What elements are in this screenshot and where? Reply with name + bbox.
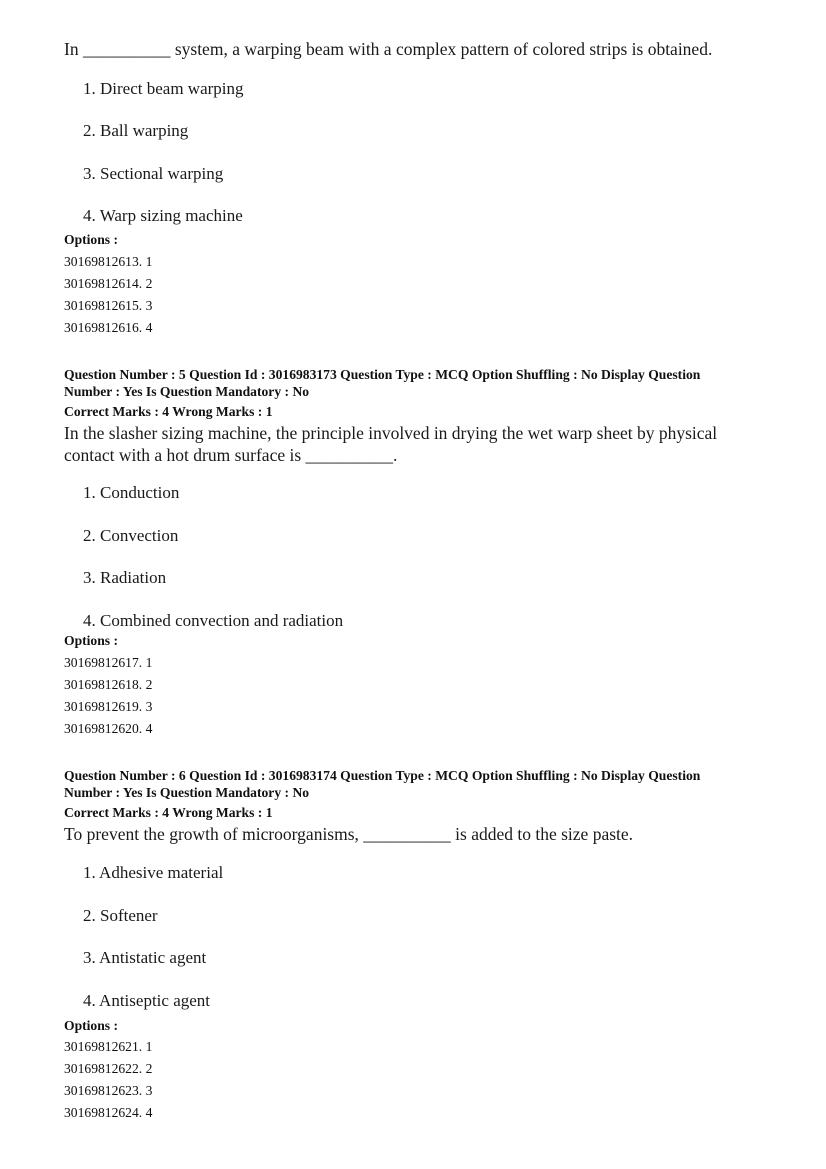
question-meta-line1: Question Number : 5 Question Id : 3016983173 Question Type : MCQ Option Shuffling : No Display Question	[64, 367, 701, 382]
question-meta-line2: Number : Yes Is Question Mandatory : No	[64, 785, 310, 800]
options-label: Options :	[64, 232, 119, 247]
choice-2: 2. Convection	[83, 526, 179, 545]
options-label: Options :	[64, 633, 119, 648]
question-marks: Correct Marks : 4 Wrong Marks : 1	[64, 805, 273, 820]
choice-4: 4. Combined convection and radiation	[83, 611, 344, 630]
choice-4: 4. Warp sizing machine	[83, 206, 243, 225]
choice-3: 3. Sectional warping	[83, 164, 224, 183]
question-meta-line1: Question Number : 6 Question Id : 3016983174 Question Type : MCQ Option Shuffling : No Display Question	[64, 768, 701, 783]
option-row: 30169812620. 4	[64, 721, 153, 736]
option-row: 30169812615. 3	[64, 298, 153, 313]
choice-3: 3. Radiation	[83, 568, 167, 587]
choice-1: 1. Conduction	[83, 483, 180, 502]
option-row: 30169812619. 3	[64, 699, 153, 714]
option-row: 30169812621. 1	[64, 1039, 153, 1054]
option-row: 30169812618. 2	[64, 677, 153, 692]
option-row: 30169812613. 1	[64, 254, 153, 269]
choice-1: 1. Adhesive material	[83, 863, 224, 882]
option-row: 30169812623. 3	[64, 1083, 153, 1098]
options-label: Options :	[64, 1018, 119, 1033]
question-meta-line2: Number : Yes Is Question Mandatory : No	[64, 384, 310, 399]
option-row: 30169812622. 2	[64, 1061, 153, 1076]
question-text: In __________ system, a warping beam with a complex pattern of colored strips is obtained.	[64, 39, 713, 59]
option-row: 30169812617. 1	[64, 655, 153, 670]
question-text-line1: In the slasher sizing machine, the principle involved in drying the wet warp sheet by physical	[64, 423, 718, 443]
choice-2: 2. Ball warping	[83, 121, 189, 140]
question-text-line2: contact with a hot drum surface is __________.	[64, 445, 398, 465]
choice-3: 3. Antistatic agent	[83, 948, 207, 967]
choice-2: 2. Softener	[83, 906, 158, 925]
question-marks: Correct Marks : 4 Wrong Marks : 1	[64, 404, 273, 419]
choice-1: 1. Direct beam warping	[83, 79, 244, 98]
choice-4: 4. Antiseptic agent	[83, 991, 211, 1010]
option-row: 30169812614. 2	[64, 276, 153, 291]
question-text: To prevent the growth of microorganisms, __________ is added to the size paste.	[64, 824, 634, 844]
option-row: 30169812624. 4	[64, 1105, 153, 1120]
option-row: 30169812616. 4	[64, 320, 153, 335]
